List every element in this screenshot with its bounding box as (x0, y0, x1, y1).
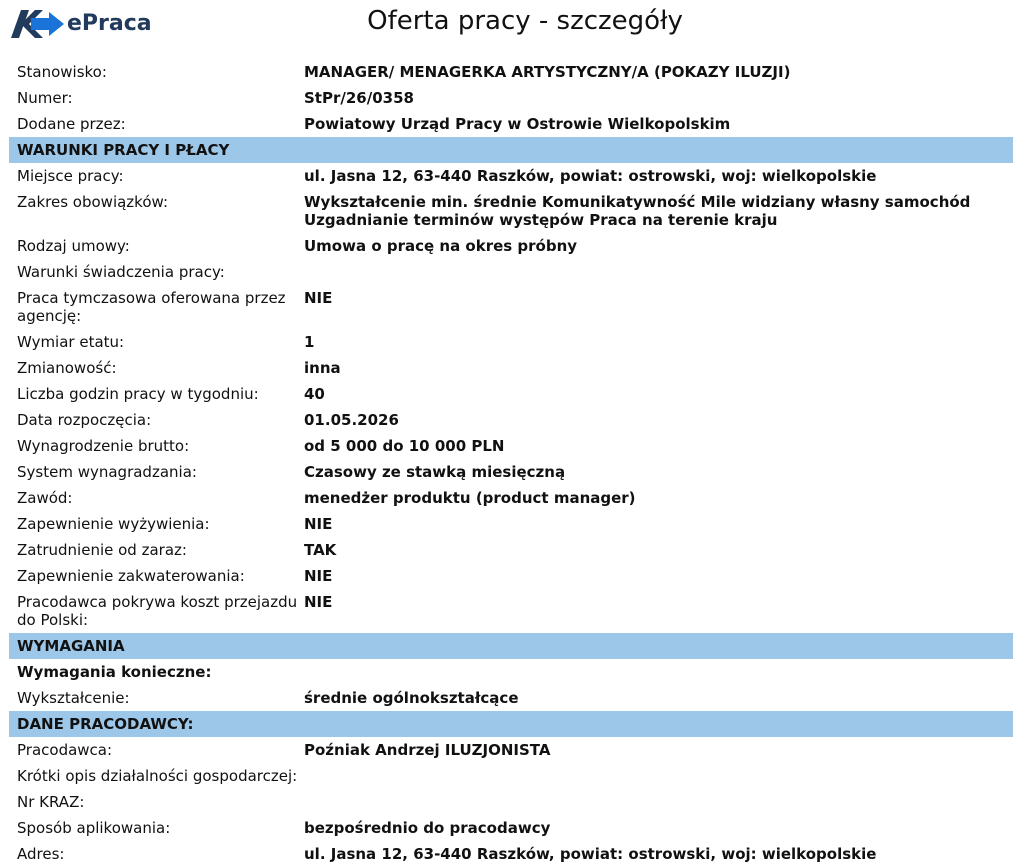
detail-row (9, 459, 1013, 485)
detail-row (9, 163, 1013, 189)
detail-row (9, 789, 1013, 815)
detail-row (9, 407, 1013, 433)
detail-label: Krótki opis działalności gospodarczej: (17, 767, 298, 785)
offer-details (9, 59, 1013, 867)
detail-row (9, 233, 1013, 259)
detail-value: Czasowy ze stawką miesięczną (304, 463, 566, 481)
detail-label: Stanowisko: (17, 63, 107, 81)
detail-label: Nr KRAZ: (17, 793, 85, 811)
detail-value: NIE (304, 289, 333, 307)
requirements-subheader: Wymagania konieczne: (17, 663, 212, 681)
offer-basic-info (9, 59, 1013, 137)
detail-value: bezpośrednio do pracodawcy (304, 819, 551, 837)
detail-row (9, 59, 1013, 85)
detail-row (9, 563, 1013, 589)
section-header-pracodawca: DANE PRACODAWCY: (9, 711, 1013, 737)
offer-conditions (9, 163, 1013, 633)
detail-label: Zapewnienie zakwaterowania: (17, 567, 245, 585)
detail-row (9, 685, 1013, 711)
logo-text: ePraca (67, 11, 152, 36)
detail-value: Umowa o pracę na okres próbny (304, 237, 578, 255)
detail-value: od 5 000 do 10 000 PLN (304, 437, 505, 455)
detail-value: 01.05.2026 (304, 411, 399, 429)
detail-label: Rodzaj umowy: (17, 237, 130, 255)
detail-value: inna (304, 359, 341, 377)
detail-value: 40 (304, 385, 325, 403)
detail-value: Wykształcenie min. średnie Komunikatywność Mile widziany własny samochód Uzgadnianie terminów występów Praca na terenie kraju (304, 193, 971, 229)
detail-value: NIE (304, 593, 333, 611)
detail-label: Data rozpoczęcia: (17, 411, 152, 429)
detail-label: Sposób aplikowania: (17, 819, 171, 837)
detail-label: Zmianowość: (17, 359, 117, 377)
employer-info (9, 737, 1013, 867)
page-title: Oferta pracy - szczegóły (367, 6, 683, 36)
detail-label: Liczba godzin pracy w tygodniu: (17, 385, 259, 403)
detail-value: Poźniak Andrzej ILUZJONISTA (304, 741, 551, 759)
detail-label: Wymiar etatu: (17, 333, 125, 351)
detail-label: Praca tymczasowa oferowana przez agencję: (17, 289, 286, 325)
detail-value: 1 (304, 333, 315, 351)
detail-row (9, 511, 1013, 537)
detail-label: Pracodawca: (17, 741, 113, 759)
detail-label: Pracodawca pokrywa koszt przejazdu do Polski: (17, 593, 298, 629)
detail-row (9, 841, 1013, 867)
detail-label: System wynagradzania: (17, 463, 197, 481)
detail-row (9, 815, 1013, 841)
detail-label: Dodane przez: (17, 115, 126, 133)
detail-value: menedżer produktu (product manager) (304, 489, 636, 507)
detail-label: Zatrudnienie od zaraz: (17, 541, 187, 559)
detail-row (9, 189, 1013, 233)
detail-value: TAK (304, 541, 337, 559)
detail-row (9, 259, 1013, 285)
detail-row (9, 285, 1013, 329)
detail-row (9, 737, 1013, 763)
section-header-wymagania: WYMAGANIA (9, 633, 1013, 659)
detail-value: NIE (304, 567, 333, 585)
section-header-warunki: WARUNKI PRACY I PŁACY (9, 137, 1013, 163)
detail-label: Zakres obowiązków: (17, 193, 169, 211)
detail-label: Numer: (17, 89, 73, 107)
detail-label: Zapewnienie wyżywienia: (17, 515, 210, 533)
detail-value: ul. Jasna 12, 63-440 Raszków, powiat: ostrowski, woj: wielkopolskie (304, 845, 877, 863)
detail-row (9, 763, 1013, 789)
detail-value: ul. Jasna 12, 63-440 Raszków, powiat: ostrowski, woj: wielkopolskie (304, 167, 877, 185)
detail-label: Zawód: (17, 489, 73, 507)
detail-value: NIE (304, 515, 333, 533)
detail-value: Powiatowy Urząd Pracy w Ostrowie Wielkopolskim (304, 115, 731, 133)
detail-label: Miejsce pracy: (17, 167, 124, 185)
detail-row (9, 433, 1013, 459)
detail-row (9, 111, 1013, 137)
detail-label: Wykształcenie: (17, 689, 130, 707)
detail-value: średnie ogólnokształcące (304, 689, 519, 707)
detail-row (9, 85, 1013, 111)
offer-requirements (9, 685, 1013, 711)
detail-value: StPr/26/0358 (304, 89, 414, 107)
detail-row (9, 329, 1013, 355)
page-header (0, 0, 1013, 52)
detail-row (9, 589, 1013, 633)
detail-row (9, 355, 1013, 381)
detail-value: MANAGER/ MENAGERKA ARTYSTYCZNY/A (POKAZY ILUZJI) (304, 63, 791, 81)
detail-row (9, 381, 1013, 407)
detail-label: Wynagrodzenie brutto: (17, 437, 190, 455)
detail-label: Adres: (17, 845, 65, 863)
detail-row (9, 485, 1013, 511)
detail-label: Warunki świadczenia pracy: (17, 263, 225, 281)
detail-row (9, 537, 1013, 563)
